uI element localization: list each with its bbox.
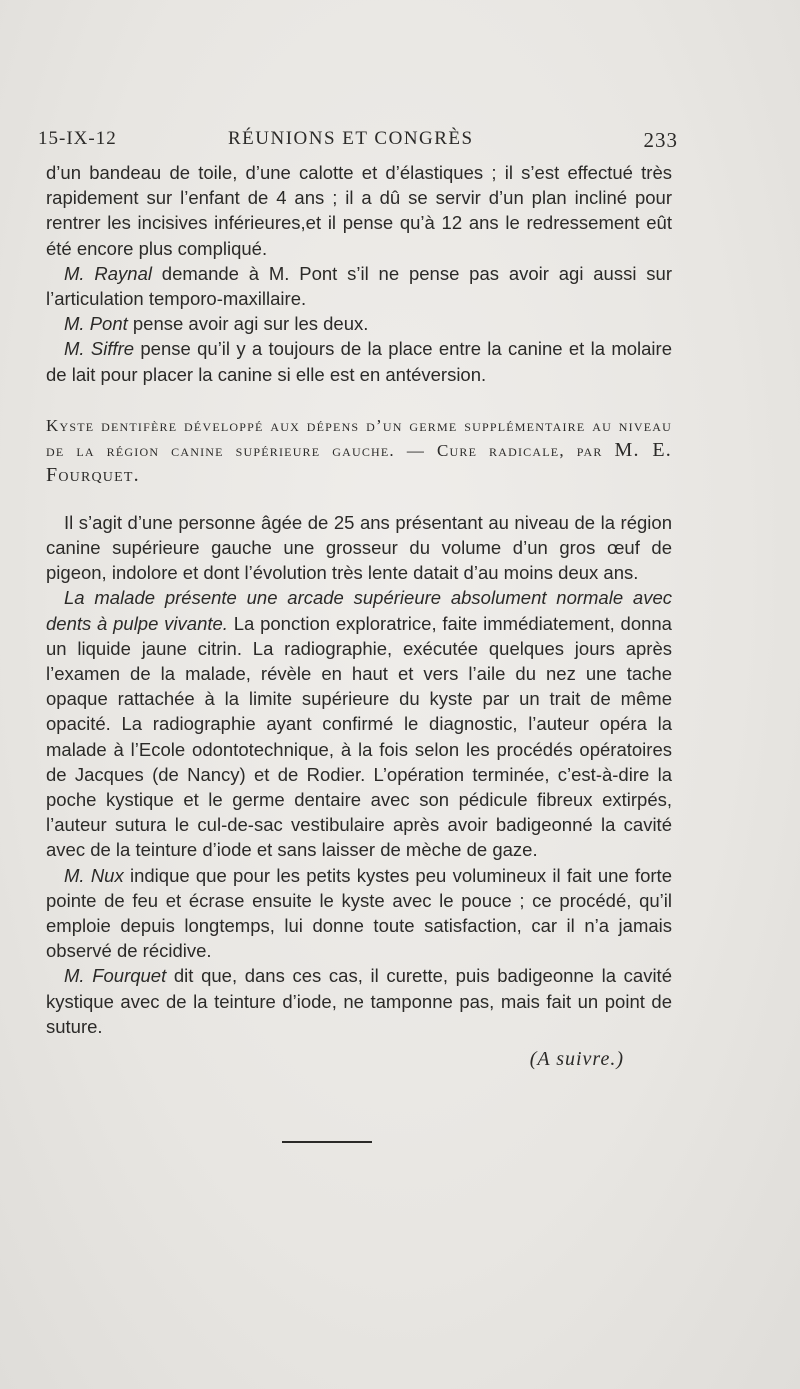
paragraph-findings [46,585,672,862]
paragraph-raynal [46,261,672,311]
paragraph-nux [46,863,672,964]
paragraph-continuation: d’un bandeau de toile, d’une calotte et d’élastiques ; il s’est effectué très rapidement sur l’enfant de 4 ans ; il a dû se servir d’un plan incliné pour rentrer les incisives inférieures,et il pense qu’à 12 ans le redressement eût été encore plus compliqué. [46,162,672,259]
paragraph-fourquet [46,963,672,1039]
speaker-name: M. Fourquet [64,965,167,987]
paragraph-pont [46,311,672,336]
italic-phrase: La malade présente une arcade supérieure absolument normale avec dents à pulpe vivante. [46,587,672,634]
paragraph-case: Il s’agit d’une personne âgée de 25 ans présentant au niveau de la région canine supérieure gauche une grosseur du volume d’un gros œuf de pigeon, indolore et dont l’évolution très lente datait d’au moins deux ans. [46,511,672,584]
speaker-name: M. Pont [64,313,128,335]
running-header [38,128,678,156]
section-heading [46,413,672,488]
end-rule [282,1141,372,1143]
heading-text: Kyste dentifère développé aux dépens d’un germe supplémentaire au niveau de la région canine supérieure gauche. — Cure radicale, par [46,415,672,460]
speaker-name: M. Siffre [64,338,135,360]
paragraph-text: La ponction exploratrice, faite immédiatement, donna un liquide jaune citrin. La radiographie, exécutée quelques jours après l’examen de la malade, révèle en haut et vers l’aile du nez une tache opaque rattachée à la limite supérieure du kyste par un trait de même opacité. La radiographie ayant confirmé le diagnostic, l’auteur opéra la malade à l’Ecole odontotechnique, à la fois selon les procédés opératoires de Jacques (de Nancy) et de Rodier. L’opération terminée, c’est-à-dire la poche kystique et le germe dentaire avec son pédicule fibreux extirpés, l’auteur sutura le cul-de-sac vestibulaire après avoir badigeonné la cavité avec de la teinture d’iode et sans laisser de mèche de gaze. [46,612,672,861]
paragraph-text: pense qu’il y a toujours de la place entre la canine et la molaire de lait pour placer la canine si elle est en antéversion. [46,338,672,385]
paragraph-text: dit que, dans ces cas, il curette, puis badigeonne la cavité kystique avec de la teinture d’iode, ne tamponne pas, mais fait un point de suture. [46,965,672,1037]
paragraph-text: pense avoir agi sur les deux. [127,313,369,335]
page-number: 233 [643,128,678,152]
paragraph-text: indique que pour les petits kystes peu volumineux il fait une forte pointe de feu et écrase ensuite le kyste avec le pouce ; ce procédé, qu’il emploie depuis longtemps, lui donne toute satisfaction, car il n’a jamais observé de récidive. [46,864,672,962]
speaker-name: M. Nux [64,864,124,886]
page-body [46,160,672,1072]
speaker-name: M. Raynal [64,262,152,284]
paragraph-siffre [46,336,672,386]
header-date: 15-IX-12 [38,128,117,149]
header-title: RÉUNIONS ET CONGRÈS [228,128,474,149]
paragraph-text: demande à M. Pont s’il ne pense pas avoir agi aussi sur l’articulation temporo-maxillaire. [46,262,672,310]
to-be-continued: (A suivre.) [529,1048,624,1071]
heading-author: M. E. Fourquet. [46,438,672,486]
